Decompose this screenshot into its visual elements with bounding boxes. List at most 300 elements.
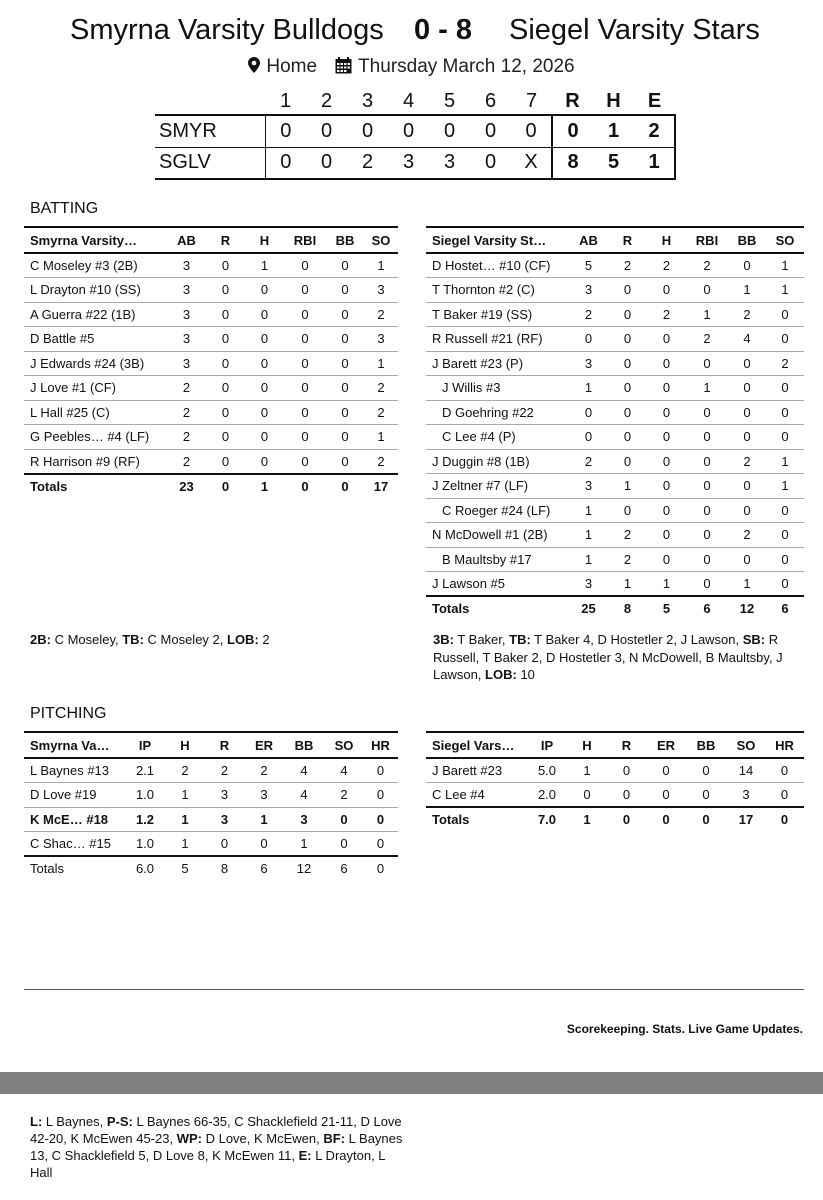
stat-cell: 0	[728, 425, 766, 450]
footer-bar	[0, 1072, 823, 1094]
stat-cell: 1	[245, 253, 284, 278]
stat-cell: 0	[608, 400, 647, 425]
stats-header-row	[426, 732, 804, 758]
inning-runs: 0	[347, 115, 388, 147]
stat-cell: 3	[167, 253, 206, 278]
player-name: D Love #19	[24, 783, 124, 808]
inning-column-header: 6	[470, 88, 511, 115]
stat-cell: 3	[364, 278, 398, 303]
inning-column-header: 4	[388, 88, 429, 115]
stat-column-header: AB	[167, 227, 206, 253]
stat-cell: 1	[766, 449, 804, 474]
line-score-table	[155, 88, 676, 180]
stat-cell: 4	[728, 327, 766, 352]
line-score-row	[155, 147, 675, 179]
inning-runs: 2	[347, 147, 388, 179]
inning-runs: 0	[388, 115, 429, 147]
player-name: C Shac… #15	[24, 832, 124, 857]
note-value: T Baker,	[453, 632, 510, 647]
stat-cell: 2	[245, 758, 283, 783]
stat-cell: 0	[326, 425, 364, 450]
stat-column-header: R	[204, 732, 245, 758]
stat-cell: 0	[204, 832, 245, 857]
stat-cell: 1	[245, 807, 283, 832]
stat-cell: 0	[647, 523, 686, 548]
stat-cell: 0	[647, 783, 685, 808]
stat-cell: 0	[245, 449, 284, 474]
stat-cell: 2.1	[124, 758, 166, 783]
player-name: T Baker #19 (SS)	[426, 302, 569, 327]
batting-section-title: BATTING	[30, 200, 99, 217]
stat-cell: 2	[608, 547, 647, 572]
total-cell: 1	[583, 812, 591, 828]
stat-cell: 2	[364, 376, 398, 401]
stat-cell: 0	[326, 376, 364, 401]
stat-cell: 1.0	[124, 783, 166, 808]
player-row	[426, 278, 804, 303]
player-name: J Edwards #24 (3B)	[24, 351, 167, 376]
inning-runs: 3	[429, 147, 470, 179]
player-row	[426, 758, 804, 783]
player-row	[24, 400, 398, 425]
stat-cell: 0	[685, 758, 727, 783]
stat-cell: 0	[647, 400, 686, 425]
stat-column-header: SO	[325, 732, 363, 758]
game-meta	[0, 56, 823, 80]
player-row	[24, 302, 398, 327]
inning-runs: 0	[306, 147, 347, 179]
total-cell: 0	[376, 861, 385, 877]
player-name: J Barett #23	[426, 758, 526, 783]
stat-cell: 0	[647, 449, 686, 474]
stat-cell: 1	[569, 498, 608, 523]
stat-cell: 1	[728, 572, 766, 597]
note-label: L:	[30, 1114, 43, 1129]
stat-cell: 0	[765, 783, 804, 808]
total-column-header: R	[552, 88, 593, 115]
stat-cell: 1	[283, 832, 325, 857]
stat-cell: 0	[206, 449, 245, 474]
stat-cell: 0	[647, 758, 685, 783]
note-value: C Moseley,	[50, 632, 123, 647]
stat-cell: 0	[608, 449, 647, 474]
game-date: Thursday March 12, 2026	[358, 56, 575, 77]
player-name: C Lee #4 (P)	[426, 425, 569, 450]
inning-column-header: 3	[347, 88, 388, 115]
stat-cell: 0	[284, 400, 326, 425]
total-cell: 12	[739, 601, 755, 617]
stat-column-header: H	[568, 732, 606, 758]
stat-cell: 0	[206, 351, 245, 376]
total-cell: 7.0	[537, 812, 557, 828]
stat-cell: 0	[766, 523, 804, 548]
stat-cell: 0	[245, 400, 284, 425]
player-row	[24, 376, 398, 401]
stat-cell: 1	[568, 758, 606, 783]
total-cell: 6	[703, 601, 711, 617]
stat-cell: 0	[766, 400, 804, 425]
player-row	[426, 351, 804, 376]
total-cell: 0	[341, 478, 349, 494]
stat-cell: 0	[569, 425, 608, 450]
stat-cell: 0	[326, 278, 364, 303]
stat-cell: 0	[728, 498, 766, 523]
line-score-total: 0	[552, 115, 593, 147]
stat-cell: 0	[569, 327, 608, 352]
player-row	[426, 425, 804, 450]
note-value: D Love, K McEwen,	[201, 1131, 324, 1146]
stat-cell: 3	[364, 327, 398, 352]
player-row	[426, 783, 804, 808]
total-cell: 0	[662, 812, 670, 828]
total-cell: 0	[780, 812, 789, 828]
tagline: Scorekeeping. Stats. Live Game Updates.	[566, 1022, 803, 1036]
note-value: C Moseley 2,	[143, 632, 227, 647]
stat-cell: 0	[284, 351, 326, 376]
stat-column-header: BB	[283, 732, 325, 758]
away-batting-table	[24, 226, 398, 498]
line-score-row	[155, 115, 675, 147]
stat-cell: 3	[167, 327, 206, 352]
totals-row	[426, 807, 804, 832]
note-label: 2B:	[30, 632, 51, 647]
stat-cell: 1	[766, 278, 804, 303]
home-team-name: Siegel Varsity Stars	[509, 14, 760, 46]
inning-column-header: 1	[265, 88, 306, 115]
total-column-header: H	[593, 88, 634, 115]
total-cell: 1	[260, 478, 269, 494]
stat-cell: 0	[206, 425, 245, 450]
stat-column-header: BB	[326, 227, 364, 253]
stat-cell: 0	[363, 807, 398, 832]
stat-column-header: IP	[124, 732, 166, 758]
stat-cell: 0	[284, 253, 326, 278]
player-name: L Baynes #13	[24, 758, 124, 783]
stat-cell: 0	[765, 758, 804, 783]
player-row	[24, 807, 398, 832]
stat-cell: 0	[686, 449, 728, 474]
stat-cell: 3	[283, 807, 325, 832]
stats-header-row	[24, 732, 398, 758]
player-row	[24, 327, 398, 352]
calendar-icon	[335, 57, 352, 74]
player-name: K McE… #18	[24, 807, 124, 832]
note-label: LOB:	[485, 667, 517, 682]
inning-runs: 0	[306, 115, 347, 147]
note-value: L Drayton, L Hall	[30, 1148, 386, 1180]
stat-cell: 0	[647, 425, 686, 450]
inning-runs: X	[511, 147, 552, 179]
home-batting-table	[426, 226, 804, 621]
stat-cell: 1	[364, 253, 398, 278]
stat-cell: 2	[647, 302, 686, 327]
stat-cell: 3	[569, 351, 608, 376]
stat-cell: 0	[685, 783, 727, 808]
player-row	[24, 425, 398, 450]
stat-cell: 0	[608, 351, 647, 376]
stat-cell: 0	[766, 425, 804, 450]
stat-cell: 0	[206, 253, 245, 278]
stat-cell: 0	[686, 351, 728, 376]
stat-cell: 0	[608, 376, 647, 401]
total-cell: 5	[662, 601, 671, 617]
stat-cell: 2	[728, 449, 766, 474]
stat-column-header: ER	[647, 732, 685, 758]
stat-cell: 0	[284, 302, 326, 327]
stat-column-header: H	[245, 227, 284, 253]
stat-cell: 2	[766, 351, 804, 376]
player-row	[24, 449, 398, 474]
player-name: D Battle #5	[24, 327, 167, 352]
stat-cell: 4	[325, 758, 363, 783]
total-cell: 8	[220, 861, 229, 877]
final-score: 0 - 8	[414, 14, 473, 46]
stat-cell: 0	[766, 547, 804, 572]
stat-cell: 2	[364, 302, 398, 327]
note-label: SB:	[742, 632, 766, 647]
stat-cell: 0	[606, 783, 647, 808]
stat-cell: 3	[727, 783, 765, 808]
stat-cell: 3	[204, 783, 245, 808]
player-name: J Love #1 (CF)	[24, 376, 167, 401]
totals-row	[24, 474, 398, 499]
total-cell: 25	[581, 601, 596, 617]
stat-cell: 2	[325, 783, 363, 808]
stat-cell: 0	[606, 758, 647, 783]
player-name: D Goehring #22	[426, 400, 569, 425]
stat-column-header: R	[206, 227, 245, 253]
stat-column-header: SO	[364, 227, 398, 253]
away-team-name: Smyrna Varsity Bulldogs	[70, 14, 384, 46]
note-value: 2	[258, 632, 270, 647]
note-label: LOB:	[227, 632, 259, 647]
note-value: L Baynes 13, C Shacklefield 5, D Love 8, K McEwen 11,	[30, 1131, 403, 1163]
stat-cell: 2.0	[526, 783, 568, 808]
stat-cell: 0	[686, 278, 728, 303]
total-cell: 6	[260, 861, 268, 877]
stat-column-header: H	[166, 732, 204, 758]
line-score-header-row	[155, 88, 675, 115]
player-row	[426, 376, 804, 401]
stat-cell: 0	[686, 474, 728, 499]
stat-cell: 0	[766, 327, 804, 352]
stat-cell: 0	[608, 302, 647, 327]
stat-cell: 0	[245, 302, 284, 327]
inning-runs: 0	[265, 115, 306, 147]
stat-cell: 2	[647, 253, 686, 278]
stat-cell: 3	[569, 474, 608, 499]
stat-cell: 0	[766, 498, 804, 523]
line-score-total: 1	[593, 115, 634, 147]
stat-cell: 0	[568, 783, 606, 808]
line-score-total: 8	[552, 147, 593, 179]
note-label: P-S:	[106, 1114, 133, 1129]
stat-column-header: RBI	[686, 227, 728, 253]
stat-cell: 0	[686, 572, 728, 597]
player-row	[426, 327, 804, 352]
player-row	[24, 783, 398, 808]
totals-row	[24, 856, 398, 881]
total-cell: 17	[373, 478, 389, 494]
player-row	[426, 449, 804, 474]
stat-cell: 0	[766, 572, 804, 597]
team-column-header: Siegel Varsity St…	[426, 227, 569, 253]
inning-column-header: 7	[511, 88, 552, 115]
stat-cell: 3	[245, 783, 283, 808]
stat-cell: 0	[766, 302, 804, 327]
total-cell: 12	[296, 861, 312, 877]
stat-cell: 0	[608, 327, 647, 352]
away-pitching-table	[24, 731, 398, 881]
totals-row	[426, 596, 804, 621]
stat-cell: 2	[166, 758, 204, 783]
stat-column-header: BB	[685, 732, 727, 758]
stat-cell: 2	[167, 449, 206, 474]
location-label: Home	[266, 56, 318, 77]
home-pitching-table	[426, 731, 804, 832]
stat-cell: 0	[686, 523, 728, 548]
stat-cell: 0	[686, 547, 728, 572]
stat-cell: 2	[686, 327, 728, 352]
total-cell: 6	[340, 861, 348, 877]
stat-cell: 0	[608, 425, 647, 450]
stats-header-row	[24, 227, 398, 253]
player-name: C Moseley #3 (2B)	[24, 253, 167, 278]
player-row	[426, 302, 804, 327]
stat-cell: 0	[284, 449, 326, 474]
player-name: J Duggin #8 (1B)	[426, 449, 569, 474]
stat-column-header: AB	[569, 227, 608, 253]
stat-column-header: HR	[363, 732, 398, 758]
stat-cell: 0	[284, 425, 326, 450]
note-label: E:	[298, 1148, 312, 1163]
total-cell: 6	[781, 601, 789, 617]
stat-cell: 3	[167, 351, 206, 376]
stat-cell: 2	[167, 376, 206, 401]
map-pin-icon	[248, 57, 260, 73]
total-cell: 0	[221, 478, 230, 494]
home-batting-notes	[433, 631, 803, 684]
stat-cell: 4	[283, 758, 325, 783]
stat-cell: 0	[206, 376, 245, 401]
stat-column-header: IP	[526, 732, 568, 758]
stat-cell: 0	[728, 376, 766, 401]
stat-cell: 0	[326, 302, 364, 327]
line-score-total: 1	[634, 147, 675, 179]
stat-cell: 3	[204, 807, 245, 832]
stat-cell: 0	[326, 351, 364, 376]
stat-cell: 1	[766, 474, 804, 499]
note-value: L Baynes,	[42, 1114, 107, 1129]
stat-cell: 1	[364, 425, 398, 450]
stat-cell: 3	[167, 278, 206, 303]
stat-cell: 0	[325, 807, 363, 832]
stat-cell: 0	[363, 783, 398, 808]
stat-cell: 1	[569, 547, 608, 572]
stat-column-header: R	[608, 227, 647, 253]
stat-cell: 2	[569, 302, 608, 327]
stat-column-header: SO	[766, 227, 804, 253]
player-row	[426, 498, 804, 523]
line-score-total: 2	[634, 115, 675, 147]
player-row	[426, 572, 804, 597]
pitching-notes	[30, 1113, 410, 1181]
player-row	[426, 253, 804, 278]
stat-cell: 0	[363, 832, 398, 857]
inning-runs: 3	[388, 147, 429, 179]
stat-cell: 0	[647, 376, 686, 401]
line-score-total: 5	[593, 147, 634, 179]
team-column-header: Smyrna Varsity…	[24, 227, 167, 253]
player-name: J Zeltner #7 (LF)	[426, 474, 569, 499]
totals-label: Totals	[432, 601, 470, 617]
player-name: C Lee #4	[426, 783, 526, 808]
stat-cell: 0	[326, 253, 364, 278]
team-column-header: Smyrna Va…	[24, 732, 124, 758]
stat-cell: 0	[206, 400, 245, 425]
total-cell: 17	[738, 812, 754, 828]
inning-column-header: 2	[306, 88, 347, 115]
stat-cell: 0	[728, 474, 766, 499]
note-label: BF:	[323, 1131, 346, 1146]
stat-cell: 1	[569, 376, 608, 401]
total-cell: 23	[179, 478, 194, 494]
stat-cell: 0	[686, 400, 728, 425]
stat-column-header: ER	[245, 732, 283, 758]
stat-cell: 0	[245, 376, 284, 401]
pitching-section-title: PITCHING	[30, 705, 107, 722]
stat-cell: 0	[245, 425, 284, 450]
note-value: R Russell, T Baker 2, D Hostetler 3, N McDowell, B Maultsby, J Lawson,	[433, 632, 783, 682]
stat-cell: 0	[728, 351, 766, 376]
stat-cell: 4	[283, 783, 325, 808]
stat-cell: 0	[245, 832, 283, 857]
stat-cell: 0	[647, 547, 686, 572]
stat-cell: 2	[728, 302, 766, 327]
line-score-team: SMYR	[155, 115, 265, 147]
stat-cell: 3	[167, 302, 206, 327]
note-label: WP:	[176, 1131, 202, 1146]
inning-column-header: 5	[429, 88, 470, 115]
player-name: B Maultsby #17	[426, 547, 569, 572]
stat-cell: 0	[245, 351, 284, 376]
total-cell: 0	[301, 478, 309, 494]
stat-cell: 0	[647, 474, 686, 499]
note-label: TB:	[122, 632, 144, 647]
stat-cell: 0	[326, 449, 364, 474]
stat-cell: 0	[728, 400, 766, 425]
player-name: G Peebles… #4 (LF)	[24, 425, 167, 450]
stat-cell: 0	[647, 327, 686, 352]
player-name: J Lawson #5	[426, 572, 569, 597]
stat-cell: 1.2	[124, 807, 166, 832]
stat-column-header: RBI	[284, 227, 326, 253]
stat-cell: 0	[766, 376, 804, 401]
stat-cell: 3	[569, 572, 608, 597]
stat-cell: 0	[569, 400, 608, 425]
inning-runs: 0	[470, 115, 511, 147]
stat-cell: 0	[647, 498, 686, 523]
stat-cell: 1	[569, 523, 608, 548]
inning-runs: 0	[265, 147, 306, 179]
stat-cell: 1	[166, 807, 204, 832]
stat-cell: 1	[608, 572, 647, 597]
away-batting-notes	[30, 631, 400, 649]
player-name: J Barett #23 (P)	[426, 351, 569, 376]
stat-cell: 0	[608, 278, 647, 303]
stat-column-header: HR	[765, 732, 804, 758]
stat-cell: 2	[204, 758, 245, 783]
